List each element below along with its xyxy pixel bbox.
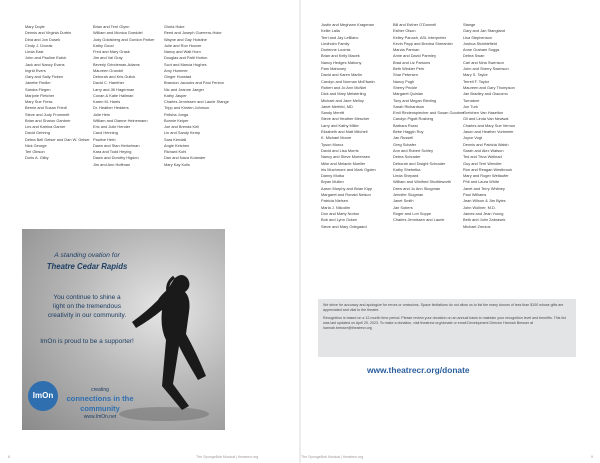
donor-name: Jean Wilson & Jim Byles: [463, 198, 506, 204]
donor-name: Jennifer Slogman: [393, 192, 424, 198]
donor-name: Gloria Hoke: [164, 24, 185, 29]
donor-name: Brian and Kelly Macek: [321, 53, 360, 59]
donor-name: Kelley Panosh, ASL Interpreter: [393, 34, 447, 40]
donor-name: Debra Schrader: [393, 154, 421, 160]
donor-name: Janette Fiedler: [25, 80, 51, 86]
donor-name: Mary and Roger Wetlaufer: [463, 173, 509, 179]
donor-name: Julie and Ron Hoover: [164, 42, 202, 48]
donor-name: Julie Hein: [93, 111, 111, 117]
donor-name: Deborah and Dwight Schrader: [393, 160, 446, 166]
donor-name: Lin and Sandy Kemp: [164, 130, 201, 136]
donor-name: Nancy and Steve Mortensen: [321, 154, 371, 160]
donor-name: Janet Smith: [393, 198, 414, 204]
donor-name: Larry and Jill Hagerman: [93, 86, 135, 92]
donate-url-link[interactable]: www.theatrecr.org/donate: [367, 365, 470, 375]
donor-name: Carolyn and Norman McElwain: [321, 78, 375, 84]
donor-name: Gary and Sally Ficken: [25, 74, 64, 79]
donor-name: Jim and Ann Hoffman: [93, 161, 131, 167]
donor-name: Danny Mutka: [321, 173, 344, 179]
ad-headline: A standing ovation for: [54, 252, 120, 259]
donor-name: Reed and Joseph Guerrero-Hoke: [164, 30, 222, 36]
donor-name: Les and Katrina Garner: [25, 124, 66, 129]
donor-name: Paul Williams: [463, 192, 487, 198]
donor-name: Steve and Judy Frommelt: [25, 111, 70, 117]
donor-name: Dick and Mary Meisterling: [321, 91, 366, 97]
donor-name: Judy Goldsberg and Gordon Parker: [93, 36, 155, 42]
donor-name: Patricia Nielsen: [321, 198, 349, 204]
donor-notice-box: [318, 299, 576, 357]
donor-name: Terri and Jay LeBlanc: [321, 34, 359, 40]
donor-name: Ted and Trina Weilead: [463, 154, 502, 160]
donor-name: Brian and Terri Glynn: [93, 24, 130, 29]
donor-name: Dorienne Loomis: [321, 47, 351, 53]
donor-name: Tripp and Kristen Johnson: [164, 105, 210, 111]
donor-name: Angie Ketchen: [164, 142, 190, 148]
page-number: 9: [591, 455, 593, 459]
donor-name: Bryan Mullen: [321, 179, 344, 185]
donor-name: Ron and Reagan Westbrook: [463, 166, 513, 172]
donor-name: Deborah and Kris Gulick: [93, 74, 136, 79]
donor-name: Tornatore: [463, 97, 480, 103]
donor-name: David C. Haerther: [93, 80, 125, 86]
donor-name: Marcia Parman: [393, 47, 420, 53]
donor-name: Carol Henning: [93, 130, 118, 136]
notice-paragraph: We strive for accuracy and apologize for errors or omissions. Space limitations do not allow us to list the many donors of less than $100 whose gifts are appreciated and vital to the theatre.: [323, 303, 564, 313]
donor-name: Drew and Jo Ann Skogman: [393, 185, 441, 191]
donor-name: Joe and Brenda Kell: [164, 124, 200, 129]
donor-name: Doris A. Gilby: [25, 155, 49, 161]
donor-name: Emil Rindenspiecher and Susan Goodner: [393, 110, 465, 116]
donor-name: Dawn and Stan Herkelman: [93, 142, 140, 148]
donor-name: Beth and John Zabrasek: [463, 217, 506, 223]
donor-name: Kellie Laila: [321, 28, 340, 34]
donor-name: Guy and Terri Wendler: [463, 160, 502, 166]
donor-name: Barbara Rossi: [393, 122, 418, 128]
page-footer: The SpongeBob Musical | theatrecr.org: [301, 455, 364, 459]
donor-column-3: [463, 22, 515, 230]
donor-name: Gary and Jan Stangland: [463, 28, 505, 34]
donor-name: Fred and Mary Grask: [93, 49, 130, 54]
donor-name: Gil and Linda Van Newwal: [463, 116, 509, 122]
donor-name: Anne and David Parmley: [393, 53, 437, 59]
donor-name: Sandra Fiegen: [25, 86, 51, 92]
donor-name: Ann and Robert Schley: [393, 147, 434, 153]
page-number: 8: [8, 455, 10, 459]
donor-name: Kathy Jasper: [164, 92, 187, 98]
donor-name: Joshua Stubblefield: [463, 40, 497, 46]
ad-body-line: creativity in our community.: [47, 312, 127, 320]
donor-name: Felisha Junga: [164, 111, 189, 117]
donor-name: Linda East: [25, 49, 44, 54]
donor-name: Bernie and Susan Friedl: [25, 105, 67, 111]
donor-name: Jack and Nancy Evans: [25, 61, 65, 67]
donor-column-1: [321, 22, 376, 230]
donor-name: Charles and Mary Sue Vernon: [463, 122, 516, 128]
donor-name: Margaret Quinlan: [393, 91, 424, 97]
donor-name: David Gehring: [25, 130, 50, 136]
donor-name: William and Dianne Heinemann: [93, 117, 148, 123]
donor-name: Mike and Melanie Mueller: [321, 160, 366, 166]
donor-name: Phil and Laura White: [463, 179, 500, 185]
donor-name: John and Sherry Swenson: [463, 66, 509, 72]
donor-name: Nancy Hedges Mahony: [321, 59, 362, 65]
donor-name: Elizabeth and Matt Mitchell: [321, 129, 368, 135]
donor-name: Janet and Terry Whitney: [463, 185, 505, 191]
donor-name: Margaret and Ronald Nelson: [321, 192, 371, 198]
donor-name: Brandon Jacoubs and Paul Fenton: [164, 80, 224, 86]
donor-name: David and Karen Martin: [321, 72, 362, 78]
donor-name: Ginger Hunstad: [164, 74, 192, 79]
donor-name: Jim and Val Gray: [93, 55, 123, 61]
donor-name: Shar Petersen: [393, 72, 418, 78]
donor-name: Beth Winkler Pehr: [393, 66, 425, 72]
donor-name: Greg Schafer: [393, 141, 417, 147]
donor-name: Dina and Jon Dusek: [25, 36, 61, 42]
donor-name: Dan and Nava Kolander: [164, 155, 206, 161]
donor-name: Steve and Heather Mescher: [321, 116, 370, 122]
donor-name: Stange: [463, 22, 476, 27]
donor-name: Lindholm Family: [321, 40, 350, 46]
imon-logo: ImOn: [28, 381, 58, 411]
donor-name: Joyce Vogt: [463, 135, 483, 141]
donor-name: Kathy Good: [93, 42, 114, 48]
donor-name: Don and Marty Norton: [321, 210, 360, 216]
donor-name: Scot and Marcia Hughes: [164, 61, 207, 67]
donor-name: Maureen Grundel: [93, 67, 124, 73]
ad-body-line: light on the tremendous: [53, 303, 121, 311]
donor-name: Dennis and Patricia Walsh: [463, 141, 509, 147]
donor-name: Terrell F. Taylor: [463, 78, 490, 84]
ad-body: [28, 293, 146, 321]
donor-name: Gretchen Van Haselton: [463, 110, 504, 116]
donor-name: Kevin Papp and Bredna Sheranich: [393, 40, 453, 46]
left-page: [0, 0, 299, 463]
donor-name: Nancy Pugh: [393, 78, 415, 84]
donor-name: Dawn and Dorothy Higdon: [93, 155, 139, 161]
donor-name: Mary S. Taylor: [463, 72, 488, 78]
donor-name: Pam Mahoney: [321, 66, 347, 72]
donor-name: Mary Sue Fress: [25, 99, 53, 104]
donor-name: Sara Kendall: [164, 136, 187, 142]
donor-name: Mary Kay Kolls: [164, 161, 190, 167]
donor-name: Jan Bradley and Giacomo: [463, 91, 508, 97]
donor-name: Jon Turk: [463, 103, 478, 109]
donor-name: Bob and Lynn Ocken: [321, 217, 358, 223]
imon-website-link[interactable]: www.ImOn.net: [83, 414, 117, 420]
donor-name: Maureen and Gary Thompson: [463, 84, 515, 90]
donor-name: Dr. Heather Hedders: [93, 105, 129, 111]
donor-name: Teri Gibson: [25, 149, 45, 154]
donor-name: Wayne and Gay Holstine: [164, 36, 207, 42]
donor-name: Robert and Jo Ann McNiel: [321, 84, 367, 90]
donor-name: Eric and Julie Hender: [93, 124, 131, 129]
ad-body-line: You continue to shine a: [53, 294, 121, 301]
donor-name: Kathy Shebetka: [393, 166, 421, 172]
donor-name: Brad and Liz Parsons: [393, 59, 431, 65]
donor-name: Conan & Katie Hallman: [93, 92, 134, 98]
donor-name: Sherry Prickle: [393, 84, 418, 90]
donor-name: Nick George: [25, 142, 47, 148]
donor-column-3: [164, 24, 229, 168]
donor-name: Bonnie Keiper: [164, 117, 189, 123]
donor-column-2: [393, 22, 465, 224]
donor-name: Michael Zmrzos: [463, 223, 491, 229]
donor-name: Jason and Heather Vortmeier: [463, 129, 514, 135]
ad-supporter-line: ImOn is proud to be a supporter!: [40, 338, 134, 345]
donor-name: Marla J. Nikodim: [321, 204, 350, 210]
donor-name: Steve and Mary Odegaard: [321, 223, 367, 229]
donor-name: Marjorie Fletcher: [25, 92, 55, 98]
donor-name: James and Jean Young: [463, 210, 504, 216]
donor-name: Nic and Jeanne Jaeger: [164, 86, 205, 92]
donor-name: John Wollner, M.D.: [463, 204, 496, 210]
donor-name: Richard Kohl: [164, 149, 187, 154]
donor-name: Esther Olson: [393, 28, 416, 34]
donor-column-2: [93, 24, 154, 168]
donor-name: Pauline Herb: [93, 136, 116, 142]
donor-name: Dennis and Virginia Durbin: [25, 30, 72, 36]
donor-name: Tony and Megan Rieding: [393, 97, 437, 103]
donor-name: Michael and Jane Melloy: [321, 97, 364, 103]
donor-name: Larry and Kathy Miller: [321, 122, 359, 128]
donor-name: Amy Hummer: [164, 67, 188, 73]
donor-name: Jan Russell: [393, 135, 414, 141]
ad-tagline: creating: [91, 387, 109, 393]
ad-tagline: connections in the: [66, 394, 134, 403]
donor-name: Karen M. Harris: [93, 99, 121, 104]
donor-name: Sarah and Alex Watson: [463, 147, 504, 153]
imon-advertisement: [22, 229, 225, 430]
donor-name: Carolyn Pigott Rosberg: [393, 116, 434, 122]
donor-name: Debra Bell Geiser and Dan W. Geiser: [25, 136, 90, 142]
donor-name: Jan Sobers: [393, 204, 413, 210]
donor-name: Mary Doyle: [25, 24, 45, 29]
donor-name: Iris Muchmore and Mark Ogden: [321, 166, 376, 172]
ad-headline-theatre: Theatre Cedar Rapids: [46, 262, 128, 271]
donor-name: Kara and Todd Heying: [93, 149, 132, 154]
donor-name: Janet Merfeld, MD: [321, 103, 353, 109]
donor-name: Roger and Lori Soppe: [393, 210, 432, 216]
donor-name: David and Lisa Morris: [321, 147, 359, 153]
donor-column-1: [25, 24, 90, 162]
donor-name: Bebe Haggin Roy: [393, 129, 424, 135]
donor-name: Brian and Sharon Gardner: [25, 117, 71, 123]
donor-name: Anne Graham Suggs: [463, 47, 500, 53]
ad-tagline: community: [80, 404, 120, 413]
donor-name: Carl and Nina Swenson: [463, 59, 504, 65]
donor-name: Ingrid Evers: [25, 67, 46, 73]
donor-name: Douglas and Patti Horton: [164, 55, 208, 61]
page-footer: The SpongeBob Musical | theatrecr.org: [196, 455, 259, 459]
right-page: [301, 0, 600, 463]
donor-name: Debra Swan: [463, 53, 485, 59]
donor-name: Charles Jennissen and Laurie Stange: [164, 99, 229, 104]
donor-name: K. Michael Moore: [321, 135, 352, 141]
donor-name: William and Monica Goeddel: [93, 30, 143, 36]
donor-name: Aaron Murphy and Brian Kipp: [321, 185, 373, 191]
donor-name: Beverly Grindeman-Adams: [93, 61, 140, 67]
donor-name: Sandy Merritt: [321, 110, 345, 116]
donor-name: John and Pauline Ewick: [25, 55, 67, 61]
donor-name: Justin and Meghann Kragenan: [321, 22, 374, 27]
donor-name: Lisa Stephenson: [463, 34, 492, 40]
donor-name: Cindy J. Dvorak: [25, 42, 53, 48]
donor-name: Charles Jennissen and Laurie: [393, 217, 445, 223]
donor-name: Nancy and Walt Horn: [164, 49, 201, 54]
donor-name: Sarah Richardson: [393, 103, 425, 109]
donor-name: Bill and Esther O'Donnell: [393, 22, 437, 27]
donor-name: William and Winifred Shuttleworth: [393, 179, 452, 185]
notice-paragraph: Recognition is based on a 12-month time period. Please review your donation on an annual basis to maintain your recognition level and benefits. This list was last updated on April 20, 2023. To make a donation, visit theatrecr.org/donate or email Development Director Hannah Bresser at hannah.bresser@theatrecr.org: [323, 316, 566, 331]
donor-name: Tyson Moroz: [321, 141, 344, 147]
donor-name: Linda Shepard: [393, 173, 419, 179]
